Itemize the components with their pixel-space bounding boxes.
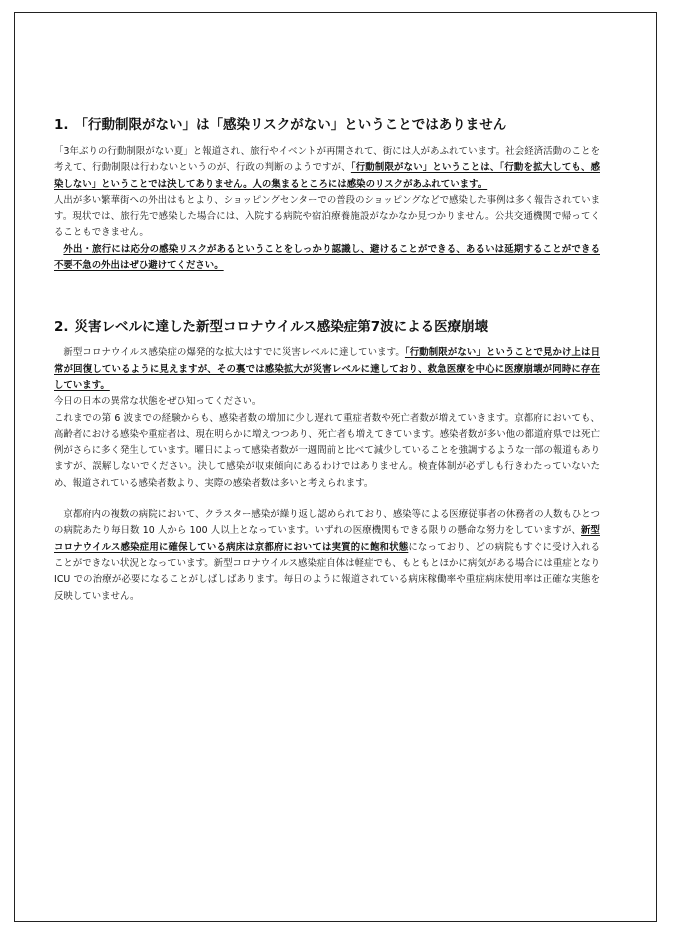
section-2-heading (54, 318, 600, 336)
section-2 (54, 318, 600, 604)
section-2-p4-text-b: になっており、どの病院もすぐに受け入れることができない状況となっています。新型コロナウイルス感染症自体は軽症でも、もともとほかに病気がある場合には重症となり ICU での治療が必要になることがしばしばあります。毎日のように報道されている病床稼働率や重症病床使用率は正確な実態を反映していません。 (54, 541, 600, 602)
section-2-number: 2. (54, 319, 69, 336)
section-2-p4-text-a: 京都府内の複数の病院において、クラスター感染が繰り返し認められており、感染等による医療従事者の休務者の人数もひとつの病院あたり毎日数 10 人から 100 人以上となっています。いずれの医療機関もできる限りの懸命な努力をしていますが、 (54, 509, 600, 537)
section-1-p3-emphasis: 外出・旅行には応分の感染リスクがあるということをしっかり認識し、避けることができる、あるいは延期することができる不要不急の外出はぜひ避けてください。 (54, 243, 600, 272)
section-2-p4-emphasis: 新型コロナウイルス感染症用に確保している病床は京都府においては実質的に飽和状態 (54, 525, 600, 553)
section-2-p1-text: 新型コロナウイルス感染症の爆発的な拡大はすでに災害レベルに達しています。 (63, 347, 405, 359)
section-1-number: 1. (54, 117, 69, 133)
section-1-paragraph-3 (54, 242, 600, 275)
section-2-p1-emphasis: 「行動制限がない」ということで見かけ上は日常が回復しているように見えますが、その裏では感染拡大が災害レベルに達しており、救急医療を中心に医療崩壊が同時に存在しています。 (54, 347, 600, 391)
section-2-title: 災害レベルに達した新型コロナウイルス感染症第7波による医療崩壊 (74, 319, 489, 336)
section-2-paragraph-4 (54, 507, 600, 605)
section-1-p1-emphasis: 「行動制限がない」ということは、「行動を拡大しても、感染しない」ということでは決してありません。人の集まるところには感染のリスクがあふれています。 (54, 162, 600, 190)
section-1-paragraph-1 (54, 144, 600, 193)
section-1-title: 「行動制限がない」は「感染リスクがない」ということではありません (74, 117, 507, 133)
section-1-p1-text: 「3年ぶりの行動制限がない夏」と報道され、旅行やイベントが再開されて、街には人があふれています。社会経済活動のことを考えて、行動制限は行わないというのが、行政の判断のようですが、 (54, 146, 600, 174)
section-1-heading (54, 116, 600, 134)
section-2-paragraph-2: 今日の日本の異常な状態をぜひ知ってください。 (54, 396, 262, 408)
document-content (54, 116, 600, 605)
section-2-paragraph-1 (54, 345, 600, 394)
section-2-paragraph-3: これまでの第 6 波までの経験からも、感染者数の増加に少し遅れて重症者数や死亡者数が増えていきます。京都府においても、高齢者における感染や重症者は、現在明らかに増えつつあり、死亡者も増えてきています。感染者数が多い他の都道府県では死亡例がさらに多く発生しています。曜日によって感染者数が一週間前と比べて減少していることを強調するような一部の報道もありますが、誤解しないでください。決して感染が収束傾向にあるわけではありません。検査体制が必ずしも行きわたっていないため、報道されている感染者数より、実際の感染者数は多いと考えられます。 (54, 412, 600, 489)
section-1 (54, 116, 600, 274)
section-1-paragraph-2: 人出が多い繁華街への外出はもとより、ショッピングセンターでの普段のショッピングなどで感染した事例は多く報告されています。現状では、旅行先で感染した場合には、入院する病院や宿泊療養施設がなかなか見つかりません。公共交通機関で帰ってくることもできません。 (54, 194, 600, 239)
paragraph-spacer (54, 492, 600, 507)
